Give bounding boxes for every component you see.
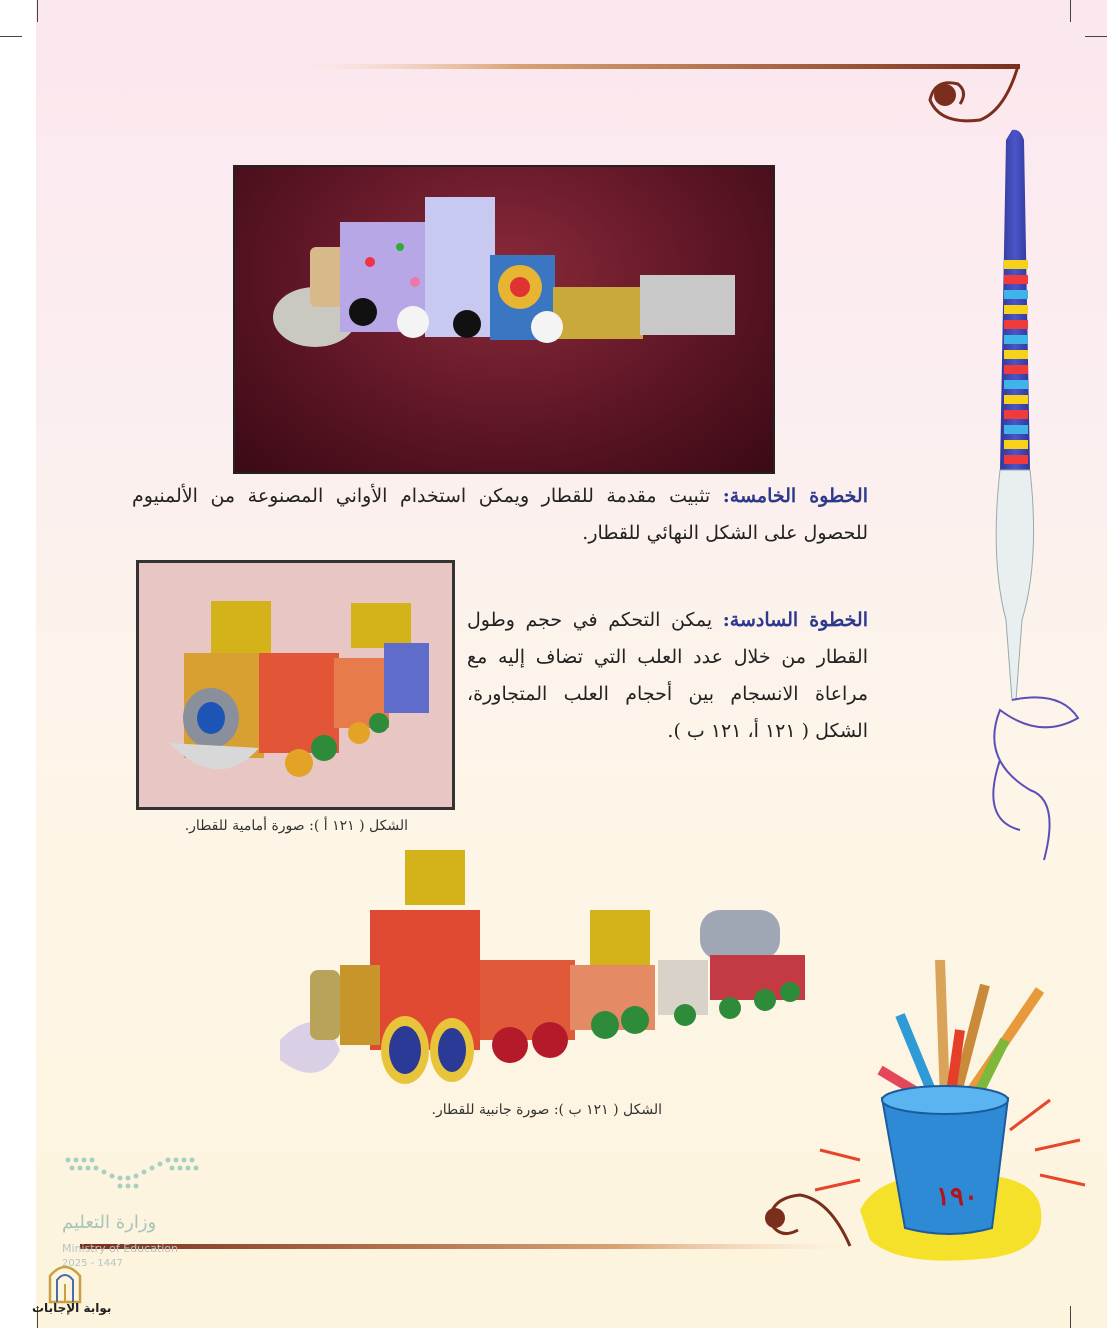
step6-heading: الخطوة السادسة:	[722, 609, 868, 631]
pencil-cup-illustration	[815, 960, 1085, 1261]
watermark-logo-icon	[30, 1258, 110, 1304]
figure-121a-photo	[136, 560, 455, 810]
figure-121b-photo	[280, 840, 820, 1110]
train-photo-step5	[233, 165, 775, 474]
watermark-text: بوابة الإجابات	[32, 1301, 112, 1315]
pen-illustration	[993, 130, 1078, 860]
step5-text: تثبيت مقدمة للقطار ويمكن استخدام الأواني المصنوعة من الألمنيوم للحصول على الشكل النهائي للقطار.	[132, 485, 868, 544]
step5-heading: الخطوة الخامسة:	[722, 485, 868, 507]
ministry-name-english: Ministry of Education	[62, 1242, 179, 1255]
step6-text: يمكن التحكم في حجم وطول القطار من خلال عدد العلب التي تضاف إليه مع مراعاة الانسجام بين أحجام العلب المتجاورة، الشكل ( ١٢١ أ، ١٢١ ب ).	[467, 609, 868, 742]
step6-paragraph	[467, 602, 868, 750]
step5-paragraph	[132, 478, 868, 552]
ministry-logo-icon	[60, 1150, 210, 1210]
figure-121b-caption: الشكل ( ١٢١ ب ): صورة جانبية للقطار.	[431, 1102, 662, 1118]
figure-121a-caption: الشكل ( ١٢١ أ ): صورة أمامية للقطار.	[184, 818, 408, 834]
page-number: ١٩٠	[936, 1182, 978, 1212]
ministry-name-arabic: وزارة التعليم	[62, 1212, 157, 1233]
ministry-year: 2025 - 1447	[62, 1258, 123, 1269]
